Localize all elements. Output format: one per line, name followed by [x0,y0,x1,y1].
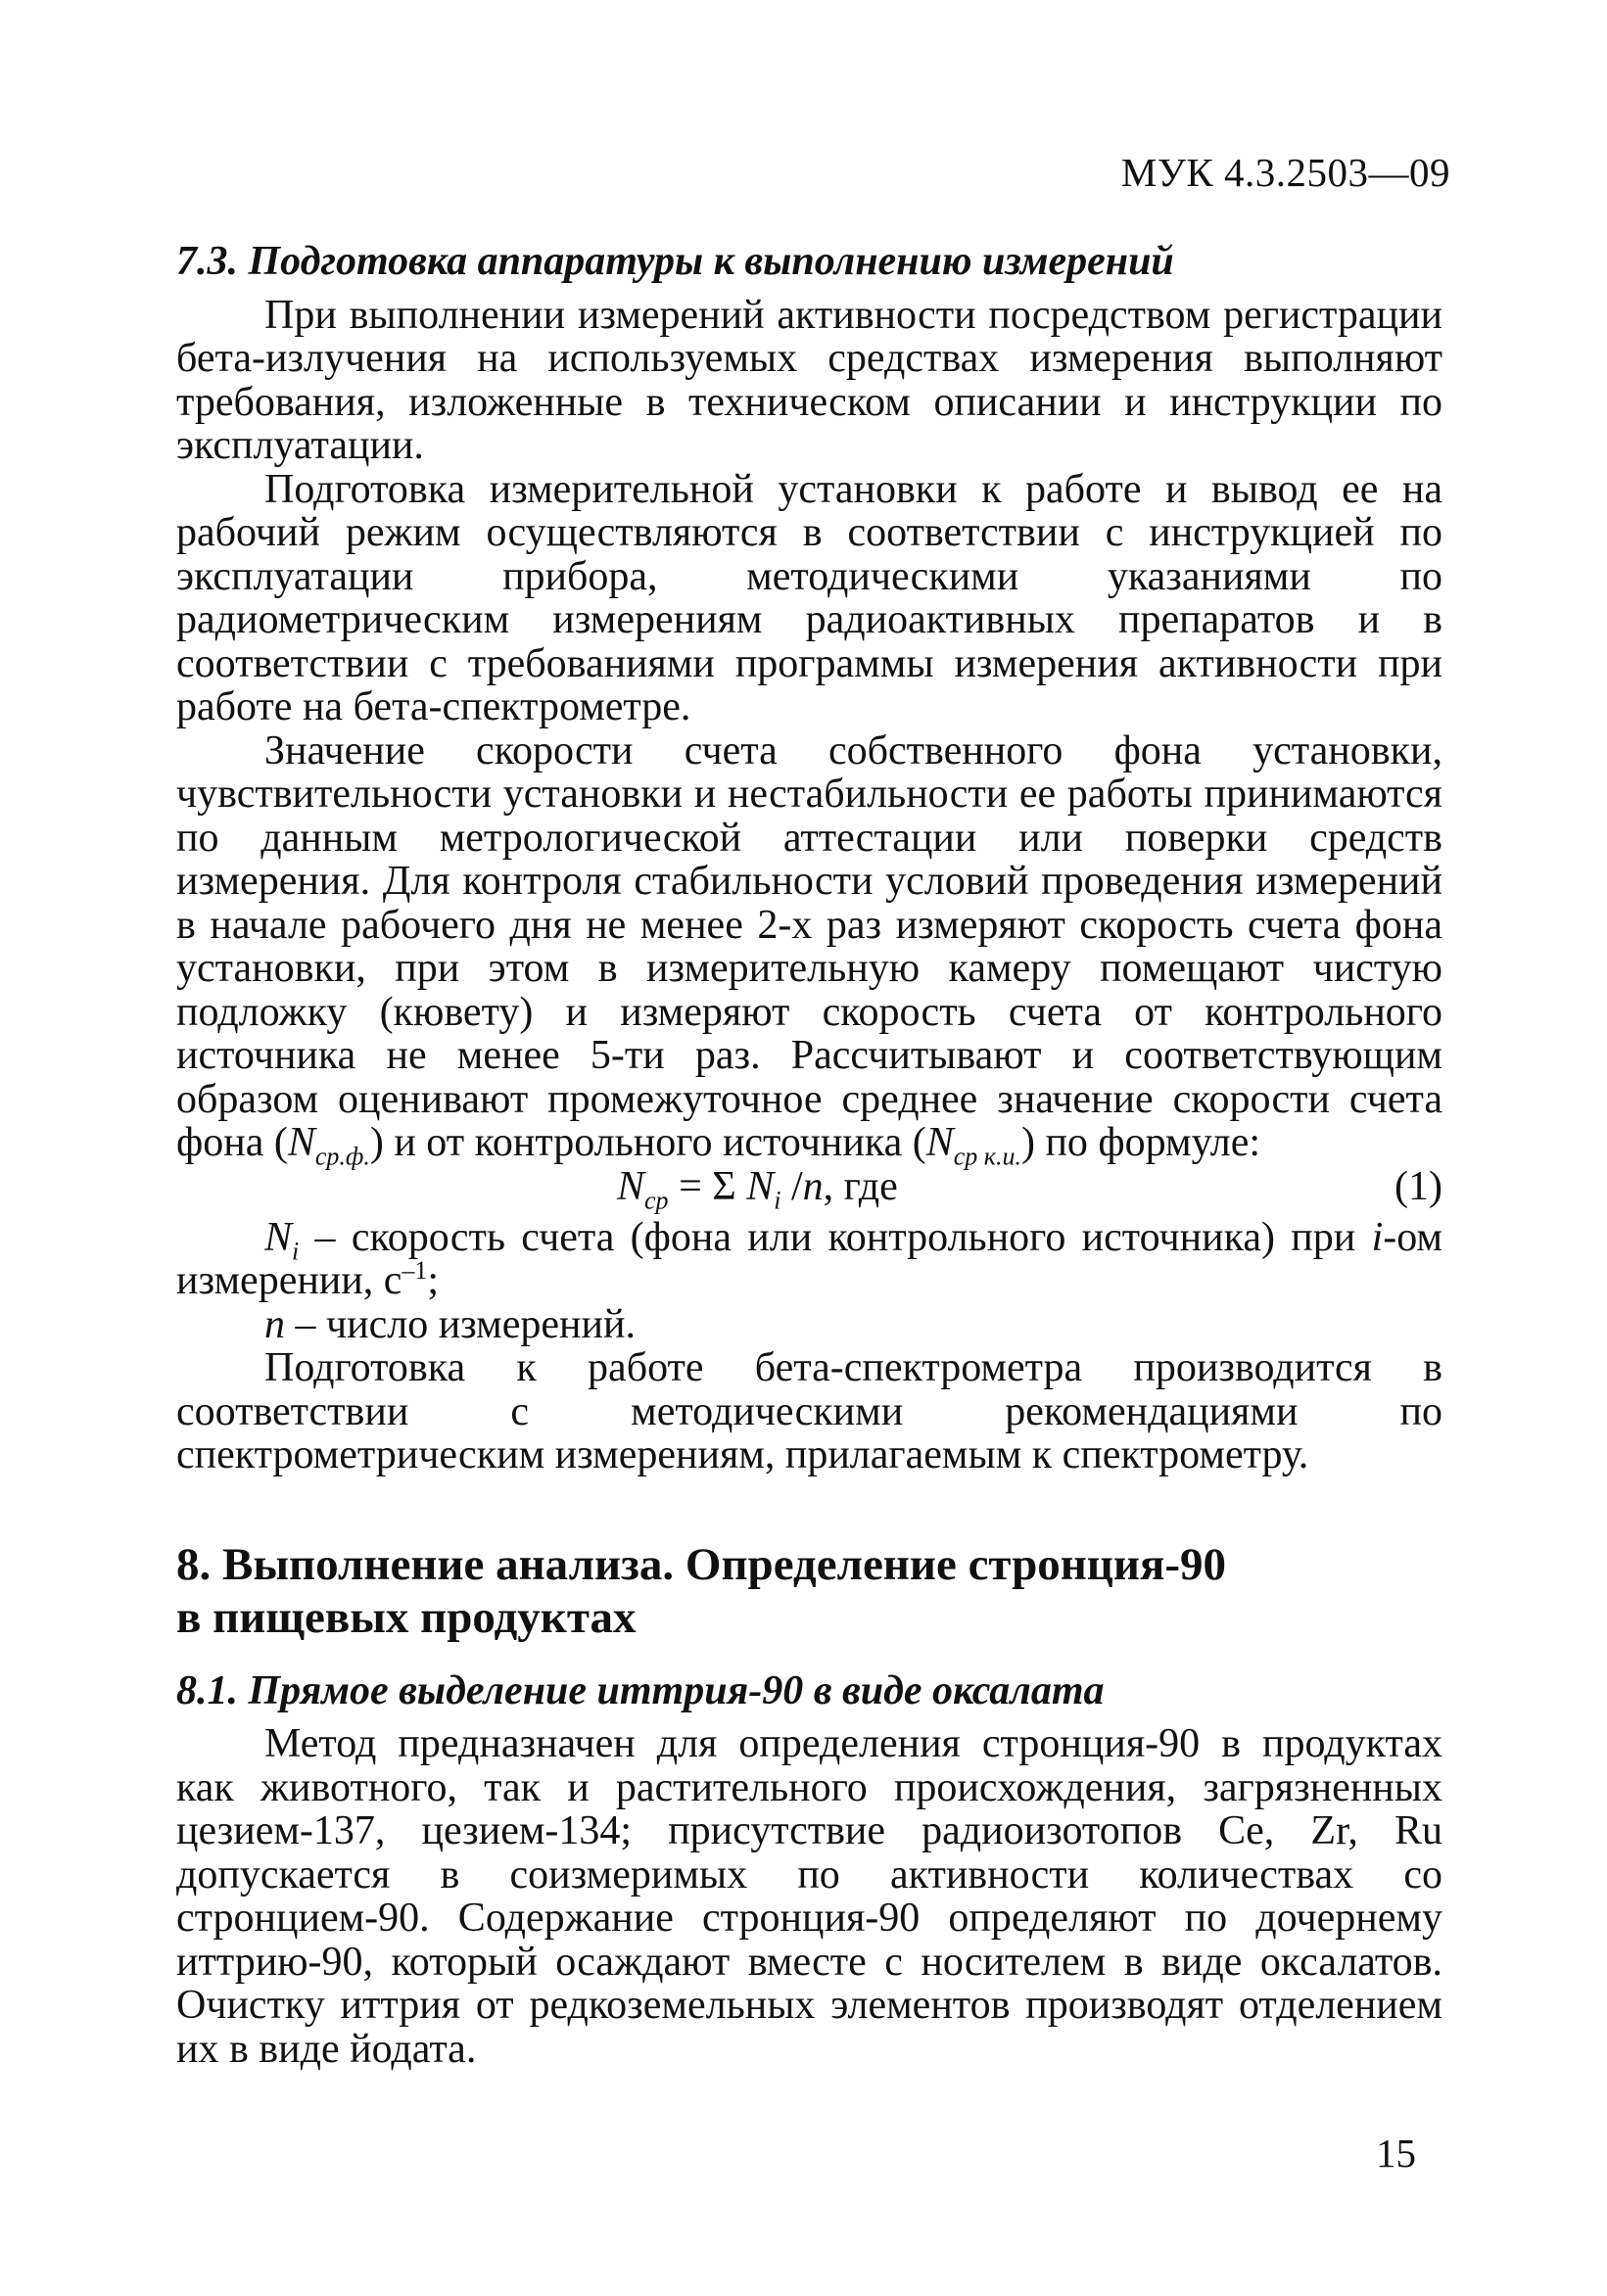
paragraph-7-3-4: Подготовка к работе бета-спектрометра производится в соответствии с методическими рекомендациями по спектрометрическим измерениям, прилагаемым к спектрометру. [176,1345,1442,1477]
document-code: МУК 4.3.2503—09 [1120,150,1450,195]
page-number: 15 [1376,2131,1416,2176]
formula-number: (1) [1394,1163,1442,1209]
formula-expression: $N_{ср} = \Sigma$ $N_i$ /n, где [617,1163,898,1214]
content-block [176,240,1442,2071]
section-8-1-title: 8.1. Прямое выделение иттрия-90 в виде оксалата [176,1667,1105,1713]
definition-n: n – число измерений. [264,1301,636,1347]
paragraph-7-3-2: Подготовка измерительной установки к работе и вывод ее на рабочий режим осуществляются в соответствии с инструкцией по эксплуатации прибора, методическими указаниями по радиометрическим измерениям радиоактивных препаратов и в соответствии с требованиями программы измерения активности при работе на бета-спектрометре. [176,466,1442,729]
section-8-title: 8. Выполнение анализа. Определение стронция-90 в пищевых продуктах [176,1538,1227,1643]
paragraph-8-1-1: Метод предназначен для определения стронция-90 в продуктах как животного, так и растительного происхождения, загрязненных цезием-137, цезием-134; присутствие радиоизотопов Ce, Zr, Ru допускается в соизмеримых по активности количествах со стронцием-90. Содержание стронция-90 определяют по дочернему иттрию-90, который осаждают вместе с носителем в виде оксалатов. Очистку иттрия от редкоземельных элементов производят отделением их в виде йодата. [176,1721,1442,2072]
paragraph-7-3-3: Значение скорости счета собственного фона установки, чувствительности установки и нестабильности ее работы принимаются по данным метрологической аттестации или поверки средств измерения. Для контроля стабильности условий проведения измерений в начале рабочего дня не менее 2-х раз измеряют скорость счета фона установки, при этом в измерительную камеру помещают чистую подложку (кювету) и измеряют скорость счета от контрольного источника не менее 5-ти раз. Рассчитывают и соответствующим образом оценивают промежуточное среднее значение скорости счета фона $(N_{ср.ф.})$ и от контрольного источника $(N_{ср к.и.})$ по формуле: [176,727,1442,1171]
formula-1 [176,1163,1442,1214]
paragraph-7-3-1: При выполнении измерений активности посредством регистрации бета-излучения на используемых средствах измерения выполняют требования, изложенные в техническом описании и инструкции по эксплуатации. [176,292,1442,468]
definition-ni: $N_i$ – скорость счета (фона или контрольного источника) при i-ом измерении, $с^{-1}$; [176,1214,1442,1303]
section-7-3-title: 7.3. Подготовка аппаратуры к выполнению измерений [176,239,1174,284]
